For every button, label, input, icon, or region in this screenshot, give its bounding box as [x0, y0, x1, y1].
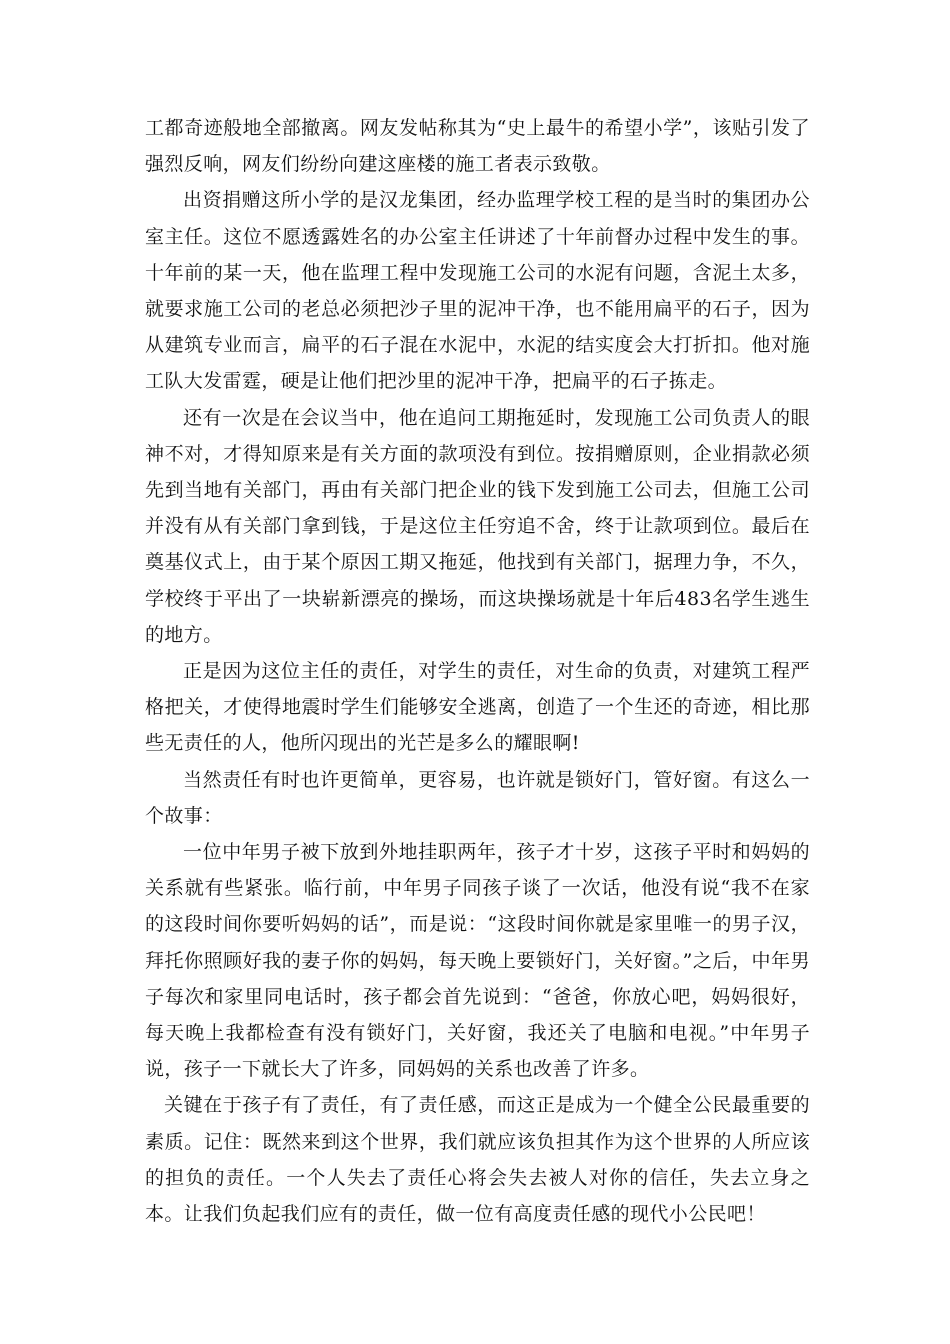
- paragraph-5: 当然责任有时也许更简单，更容易，也许就是锁好门，管好窗。有这么一个故事：: [145, 768, 810, 827]
- paragraph-2: 出资捐赠这所小学的是汉龙集团，经办监理学校工程的是当时的集团办公室主任。这位不愿透露姓名的办公室主任讲述了十年前督办过程中发生的事。十年前的某一天，他在监理工程中发现施工公司的水泥有问题，含泥土太多，就要求施工公司的老总必须把沙子里的泥冲干净，也不能用扁平的石子，因为从建筑专业而言，扁平的石子混在水泥中，水泥的结实度会大打折扣。他对施工队大发雷霆，硬是让他们把沙里的泥冲干净，把扁平的石子拣走。: [145, 189, 810, 393]
- document-body: [145, 110, 810, 1232]
- paragraph-4: 正是因为这位主任的责任，对学生的责任，对生命的负责，对建筑工程严格把关，才使得地震时学生们能够安全逃离，创造了一个生还的奇迹，相比那些无责任的人，他所闪现出的光芒是多么的耀眼啊!: [145, 660, 810, 755]
- paragraph-7: 关键在于孩子有了责任，有了责任感，而这正是成为一个健全公民最重要的素质。记住：既然来到这个世界，我们就应该负担其作为这个世界的人所应该的担负的责任。一个人失去了责任心将会失去被人对你的信任，失去立身之本。让我们负起我们应有的责任，做一位有高度责任感的现代小公民吧！: [145, 1094, 810, 1226]
- paragraph-6: 一位中年男子被下放到外地挂职两年，孩子才十岁，这孩子平时和妈妈的关系就有些紧张。临行前，中年男子同孩子谈了一次话，他没有说“我不在家的这段时间你要听妈妈的话”，而是说：“这段时间你就是家里唯一的男子汉，拜托你照顾好我的妻子你的妈妈，每天晚上要锁好门，关好窗。”之后，中年男子每次和家里同电话时，孩子都会首先说到：“爸爸，你放心吧，妈妈很好，每天晚上我都检查有没有锁好门，关好窗，我还关了电脑和电视。”中年男子说，孩子一下就长大了许多，同妈妈的关系也改善了许多。: [145, 841, 810, 1081]
- paragraph-1: 工都奇迹般地全部撤离。网友发帖称其为“史上最牛的希望小学”，该贴引发了强烈反响，网友们纷纷向建这座楼的施工者表示致敬。: [145, 117, 810, 176]
- paragraph-3: 还有一次是在会议当中，他在追问工期拖延时，发现施工公司负责人的眼神不对，才得知原来是有关方面的款项没有到位。按捐赠原则，企业捐款必须先到当地有关部门，再由有关部门把企业的钱下发到施工公司去，但施工公司并没有从有关部门拿到钱，于是这位主任穷追不舍，终于让款项到位。最后在奠基仪式上，由于某个原因工期又拖延，他找到有关部门，据理力争，不久，学校终于平出了一块崭新漂亮的操场，而这块操场就是十年后483名学生逃生的地方。: [145, 406, 810, 646]
